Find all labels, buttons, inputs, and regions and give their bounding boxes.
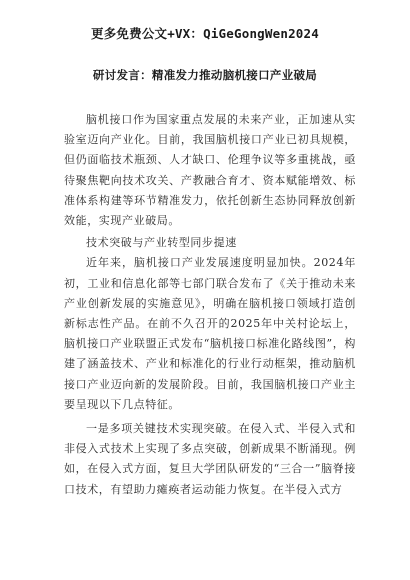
intro-paragraph: 脑机接口作为国家重点发展的未来产业，正加速从实验室迈向产业化。目前，我国脑机接口产业已初具规模，但仍面临技术瓶颈、人才缺口、伦理争议等多重挑战，亟待聚焦靶向技术攻关、产教融合育才、资本赋能增效、标准体系构建等环节精准发力，依托创新生态协同释放创新效能，实现产业破局。: [64, 113, 356, 228]
body-paragraph-1: 近年来，脑机接口产业发展速度明显加快。2024年初，工业和信息化部等七部门联合发布了《关于推动未来产业创新发展的实施意见》，明确在脑机接口领域打造创新标志性产品。在前不久召开的2025年中关村论坛上，脑机接口产业联盟正式发布“脑机接口标准化路线图”，构建了涵盖技术、产业和标准化的行业行动框架，推动脑机接口产业迈向新的发展阶段。目前，我国脑机接口产业主要呈现以下几点特征。: [64, 256, 356, 411]
section-heading: 技术突破与产业转型同步提速: [86, 236, 237, 250]
document-title: 研讨发言：精准发力推动脑机接口产业破局: [92, 68, 318, 82]
watermark-header: 更多免费公文+VX：QiGeGongWen2024: [91, 26, 319, 41]
body-paragraph-2: 一是多项关键技术实现突破。在侵入式、半侵入式和非侵入式技术上实现了多点突破，创新成果不断涌现。例如，在侵入式方面，复旦大学团队研发的“三合一”脑脊接口技术，有望助力瘫痪者运动能力恢复。在半侵入式方: [64, 422, 356, 496]
document-body: [64, 110, 356, 500]
